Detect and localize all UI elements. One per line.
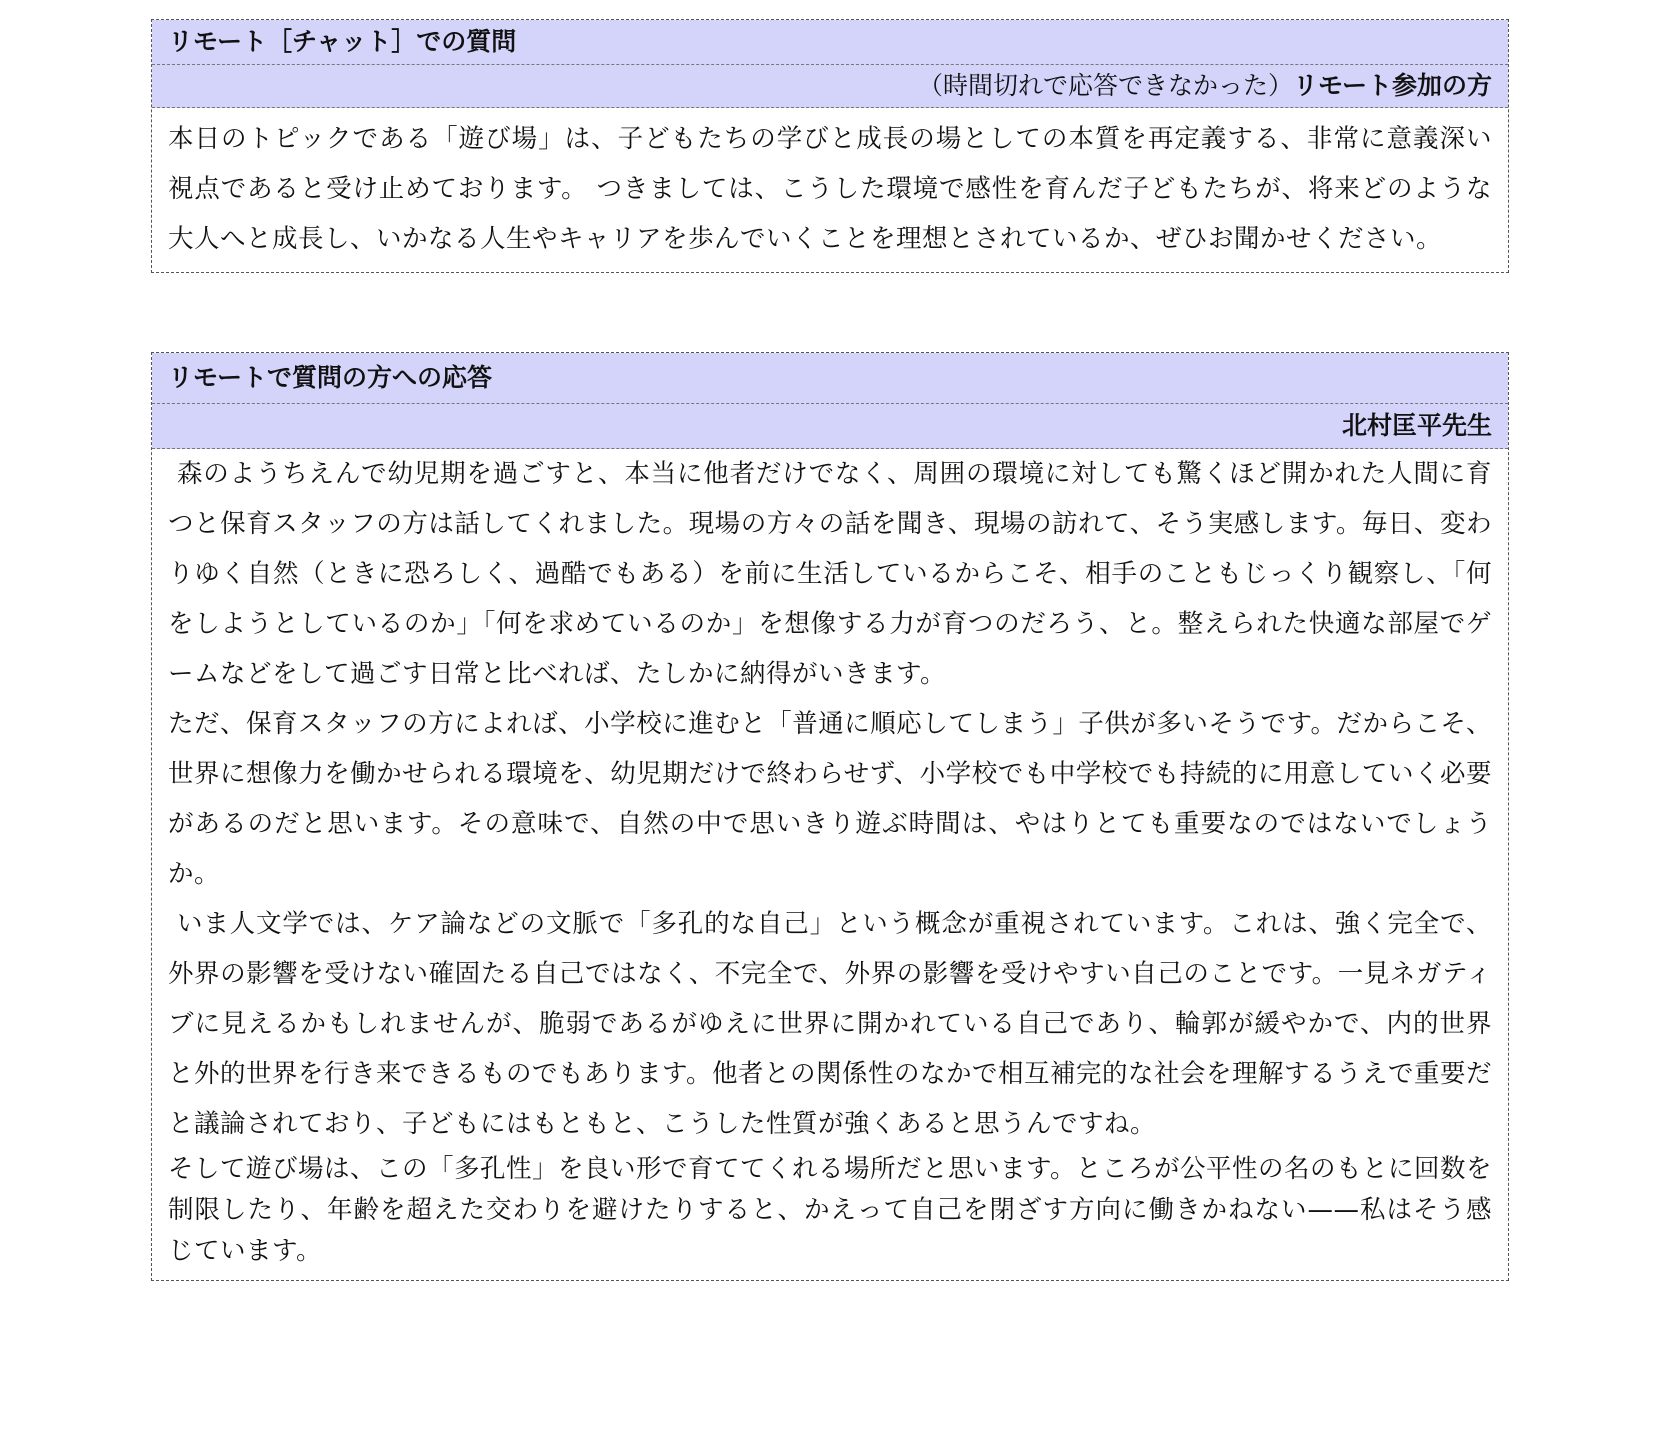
answer-box xyxy=(151,352,1509,1281)
answer-responder-row xyxy=(152,404,1508,449)
answer-paragraph: 森のようちえんで幼児期を過ごすと、本当に他者だけでなく、周囲の環境に対しても驚くほど開かれた人間に育つと保育スタッフの方は話してくれました。現場の方々の話を聞き、現場の訪れて、そう実感します。毎日、変わりゆく自然（ときに恐ろしく、過酷でもある）を前に生活しているからこそ、相手のこともじっくり観察し、「何をしようとしているのか」「何を求めているのか」を想像する力が育つのだろう、と。整えられた快適な部屋でゲームなどをして過ごす日常と比べれば、たしかに納得がいきます。 xyxy=(168,459,1493,689)
answer-paragraph: ただ、保育スタッフの方によれば、小学校に進むと「普通に順応してしまう」子供が多いそうです。だからこそ、世界に想像力を働かせられる環境を、幼児期だけで終わらせず、小学校でも中学校でも持続的に用意していく必要があるのだと思います。その意味で、自然の中で思いきり遊ぶ時間は、やはりとても重要なのではないでしょうか。 xyxy=(168,709,1492,889)
question-asker-row xyxy=(152,65,1508,108)
question-text: 本日のトピックである「遊び場」は、子どもたちの学びと成長の場としての本質を再定義する、非常に意義深い視点であると受け止めております。 つきましては、こうした環境で感性を育んだ子どもたちが、将来どのような大人へと成長し、いかなる人生やキャリアを歩んでいくことを理想とされているか、ぜひお聞かせください。 xyxy=(168,124,1492,254)
answer-responder: 北村匡平先生 xyxy=(1341,411,1492,440)
answer-paragraph: いま人文学では、ケア論などの文脈で「多孔的な自己」という概念が重視されています。これは、強く完全で、外界の影響を受けない確固たる自己ではなく、不完全で、外界の影響を受けやすい自己のことです。一見ネガティブに見えるかもしれませんが、脆弱であるがゆえに世界に開かれている自己であり、輪郭が緩やかで、内的世界と外的世界を行き来できるものでもあります。他者との関係性のなかで相互補完的な社会を理解するうえで重要だと議論されており、子どもにはもともと、こうした性質が強くあると思うんですね。 xyxy=(168,909,1493,1139)
question-body xyxy=(152,108,1508,272)
question-box xyxy=(151,19,1509,273)
question-note: （時間切れで応答できなかった） xyxy=(917,71,1293,100)
answer-body xyxy=(152,449,1508,1280)
answer-title: リモートで質問の方への応答 xyxy=(152,353,1508,404)
answer-paragraph: そして遊び場は、この「多孔性」を良い形で育ててくれる場所だと思います。ところが公平性の名のもとに回数を制限したり、年齢を超えた交わりを避けたりすると、かえって自己を閉ざす方向に働きかねない——私はそう感じています。 xyxy=(168,1154,1492,1266)
question-title: リモート［チャット］での質問 xyxy=(152,20,1508,65)
question-asker: リモート参加の方 xyxy=(1292,71,1492,100)
